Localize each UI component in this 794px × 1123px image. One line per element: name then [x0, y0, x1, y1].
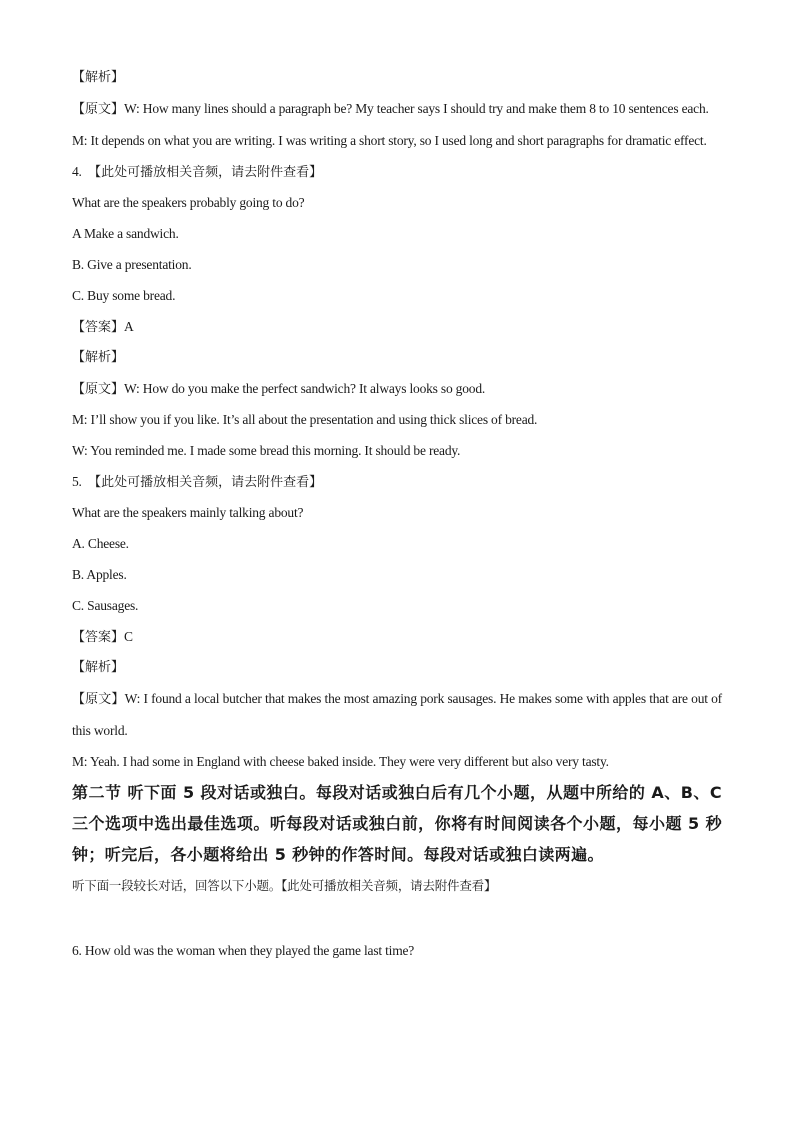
- option-c: C. Buy some bread.: [72, 288, 176, 303]
- answer-label: 【答案】: [72, 320, 125, 335]
- transcript-label: 【原文】: [72, 692, 125, 707]
- section-2-instruction: 听下面一段较长对话，回答以下小题。【此处可播放相关音频，请去附件查看】: [72, 878, 497, 893]
- transcript-line: [72, 373, 722, 404]
- question-number: 5.: [72, 474, 82, 489]
- option-a: A Make a sandwich.: [72, 226, 179, 241]
- question-number: 4.: [72, 164, 82, 179]
- analysis-label: 【解析】: [72, 660, 125, 675]
- answer-label: 【答案】: [72, 630, 125, 645]
- question-5-text: What are the speakers mainly talking about?: [72, 505, 304, 520]
- option-b: B. Give a presentation.: [72, 257, 192, 272]
- audio-note-link[interactable]: 【此处可播放相关音频，请去附件查看】: [88, 475, 323, 490]
- transcript-text: W: I found a local butcher that makes the most amazing pork sausages. He makes some with apples that are out of this world.: [72, 691, 722, 738]
- transcript-label: 【原文】: [72, 382, 125, 397]
- transcript-line: W: You reminded me. I made some bread this morning. It should be ready.: [72, 443, 461, 458]
- transcript-paragraph: [72, 683, 722, 746]
- spacer: [72, 901, 722, 935]
- answer-value: A: [124, 319, 134, 334]
- transcript-paragraph: M: It depends on what you are writing. I was writing a short story, so I used long and short paragraphs for dramatic effect.: [72, 133, 707, 148]
- transcript-text: W: How do you make the perfect sandwich? It always looks so good.: [124, 381, 486, 396]
- document-page: [72, 62, 722, 966]
- analysis-label: 【解析】: [72, 70, 125, 85]
- analysis-label: 【解析】: [72, 350, 125, 365]
- transcript-text: W: How many lines should a paragraph be? My teacher says I should try and make them 8 to 10 sentences each.: [124, 101, 709, 116]
- answer-row: [72, 621, 722, 652]
- transcript-line: M: Yeah. I had some in England with cheese baked inside. They were very different but also very tasty.: [72, 754, 609, 769]
- question-4-header: [72, 156, 722, 187]
- question-4-text: What are the speakers probably going to do?: [72, 195, 305, 210]
- answer-value: C: [124, 629, 133, 644]
- transcript-line: M: I’ll show you if you like. It’s all about the presentation and using thick slices of bread.: [72, 412, 538, 427]
- option-a: A. Cheese.: [72, 536, 129, 551]
- section-2-heading: 第二节 听下面 5 段对话或独白。每段对话或独白后有几个小题，从题中所给的 A、B、C 三个选项中选出最佳选项。听每段对话或独白前，你将有时间阅读各个小题，每小题 5 秒钟；听完后，各小题将给出 5 秒钟的作答时间。每段对话或独白读两遍。: [72, 783, 722, 864]
- option-b: B. Apples.: [72, 567, 127, 582]
- transcript-paragraph: [72, 93, 722, 125]
- question-6-text: 6. How old was the woman when they played the game last time?: [72, 943, 415, 958]
- option-c: C. Sausages.: [72, 598, 139, 613]
- transcript-label: 【原文】: [72, 102, 125, 117]
- question-5-header: [72, 466, 722, 497]
- audio-note-link[interactable]: 【此处可播放相关音频，请去附件查看】: [88, 165, 323, 180]
- answer-row: [72, 311, 722, 342]
